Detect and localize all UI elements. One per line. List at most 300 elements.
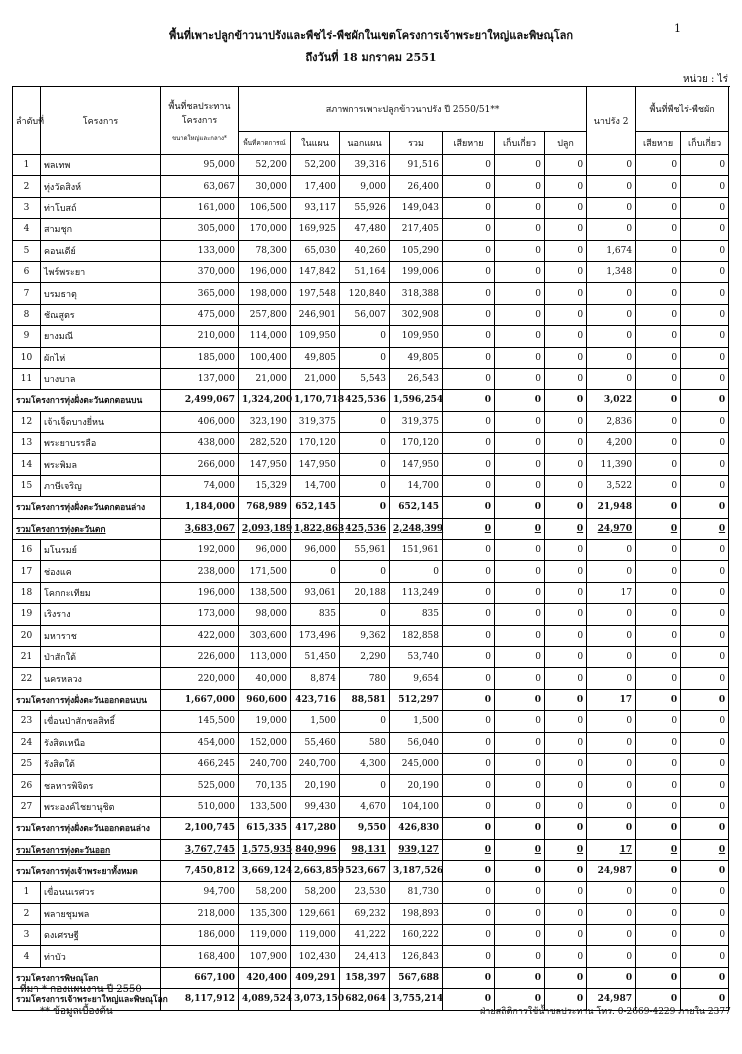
- cell-value: 98,131: [340, 839, 390, 860]
- cell-value: 0: [495, 903, 545, 924]
- cell-value: 0: [681, 176, 729, 197]
- project-name: ทุ่งวัดสิงห์: [41, 176, 161, 197]
- project-name: โคกกะเทียม: [41, 582, 161, 603]
- cell-value: 98,000: [239, 604, 291, 625]
- table-body: [13, 155, 729, 1011]
- cell-value: 417,280: [291, 818, 340, 839]
- cell-value: 0: [587, 775, 636, 796]
- cell-value: 0: [545, 839, 587, 860]
- cell-value: 4,300: [340, 753, 390, 774]
- cell-value: 93,061: [291, 582, 340, 603]
- cell-value: 1,667,000: [161, 689, 239, 710]
- cell-value: 682,064: [340, 989, 390, 1010]
- summary-label: รวมโครงการทุ่งตะวันออก: [13, 839, 161, 860]
- header-in-plan: ในแผน: [291, 132, 340, 155]
- cell-value: 17: [587, 582, 636, 603]
- cell-value: 0: [545, 882, 587, 903]
- cell-value: 0: [587, 796, 636, 817]
- cell-value: 420,400: [239, 967, 291, 988]
- cell-value: 2,836: [587, 411, 636, 432]
- cell-value: 425,536: [340, 390, 390, 411]
- cell-value: 0: [636, 796, 681, 817]
- cell-value: 0: [587, 197, 636, 218]
- row-number: 22: [13, 668, 41, 689]
- header-target: พื้นที่คาดการณ์: [239, 132, 291, 155]
- cell-value: 147,950: [239, 454, 291, 475]
- cell-value: 0: [681, 219, 729, 240]
- cell-value: 53,740: [390, 646, 443, 667]
- cell-value: 580: [340, 732, 390, 753]
- cell-value: 0: [443, 625, 495, 646]
- header-total: รวม: [390, 132, 443, 155]
- cell-value: 1,348: [587, 261, 636, 282]
- cell-value: 24,970: [587, 518, 636, 539]
- cell-value: 138,500: [239, 582, 291, 603]
- summary-label: รวมโครงการพิษณุโลก: [13, 967, 161, 988]
- cell-value: 56,007: [340, 304, 390, 325]
- cell-value: 170,120: [291, 433, 340, 454]
- cell-value: 0: [545, 326, 587, 347]
- cell-value: 0: [545, 796, 587, 817]
- project-name: บรมธาตุ: [41, 283, 161, 304]
- cell-value: 133,000: [161, 240, 239, 261]
- cell-value: 95,000: [161, 155, 239, 176]
- cell-value: 3,755,214: [390, 989, 443, 1010]
- cell-value: 0: [587, 304, 636, 325]
- cell-value: 113,249: [390, 582, 443, 603]
- row-number: 27: [13, 796, 41, 817]
- cell-value: 0: [681, 475, 729, 496]
- header-planted: ปลูก: [545, 132, 587, 155]
- cell-value: 0: [443, 240, 495, 261]
- cell-value: 0: [545, 818, 587, 839]
- cell-value: 0: [587, 818, 636, 839]
- row-number: 24: [13, 732, 41, 753]
- project-name: นครหลวง: [41, 668, 161, 689]
- cell-value: 0: [545, 176, 587, 197]
- row-number: 5: [13, 240, 41, 261]
- cell-value: 0: [495, 882, 545, 903]
- cell-value: 0: [443, 711, 495, 732]
- cell-value: 1,596,254: [390, 390, 443, 411]
- cell-value: 0: [587, 219, 636, 240]
- cell-value: 24,987: [587, 860, 636, 881]
- cell-value: 0: [636, 689, 681, 710]
- cell-value: 196,000: [239, 261, 291, 282]
- cell-value: 0: [443, 753, 495, 774]
- cell-value: 0: [545, 197, 587, 218]
- cell-value: 0: [681, 304, 729, 325]
- cell-value: 47,480: [340, 219, 390, 240]
- cell-value: 0: [443, 946, 495, 967]
- cell-value: 0: [636, 818, 681, 839]
- row-number: 4: [13, 946, 41, 967]
- cell-value: 282,520: [239, 433, 291, 454]
- cell-value: 0: [443, 347, 495, 368]
- cell-value: 0: [681, 646, 729, 667]
- cell-value: 0: [443, 497, 495, 518]
- table-row: [13, 219, 729, 240]
- cell-value: 185,000: [161, 347, 239, 368]
- cell-value: 55,961: [340, 540, 390, 561]
- cell-value: 91,516: [390, 155, 443, 176]
- cell-value: 0: [443, 219, 495, 240]
- cell-value: 0: [636, 668, 681, 689]
- cell-value: 0: [545, 304, 587, 325]
- document-title: พื้นที่เพาะปลูกข้าวนาปรังและพืชไร่-พืชผักในเขตโครงการเจ้าพระยาใหญ่และพิษณุโลก: [168, 29, 574, 42]
- cell-value: 24,413: [340, 946, 390, 967]
- cell-value: 0: [443, 967, 495, 988]
- cell-value: 226,000: [161, 646, 239, 667]
- cell-value: 0: [636, 176, 681, 197]
- cell-value: 1,184,000: [161, 497, 239, 518]
- cell-value: 100,400: [239, 347, 291, 368]
- cell-value: 0: [545, 860, 587, 881]
- cell-value: 0: [443, 261, 495, 282]
- cell-value: 0: [291, 561, 340, 582]
- cell-value: 147,950: [291, 454, 340, 475]
- cell-value: 41,222: [340, 925, 390, 946]
- summary-label: รวมโครงการทุ่งเจ้าพระยาทั้งหมด: [13, 860, 161, 881]
- cell-value: 0: [443, 604, 495, 625]
- cell-value: 0: [681, 689, 729, 710]
- cell-value: 0: [495, 261, 545, 282]
- header-project: โครงการ: [41, 87, 161, 155]
- cell-value: 135,300: [239, 903, 291, 924]
- project-name: พลายชุมพล: [41, 903, 161, 924]
- cell-value: 425,536: [340, 518, 390, 539]
- cell-value: 0: [681, 283, 729, 304]
- row-number: 6: [13, 261, 41, 282]
- cell-value: 0: [545, 283, 587, 304]
- cell-value: 113,000: [239, 646, 291, 667]
- summary-row: [13, 860, 729, 881]
- table-row: [13, 711, 729, 732]
- footer-note: ** ข้อมูลเบื้องต้น: [40, 1006, 113, 1017]
- summary-label: รวมโครงการทุ่งฝั่งตะวันตกตอนบน: [13, 390, 161, 411]
- summary-row: [13, 818, 729, 839]
- row-number: 2: [13, 176, 41, 197]
- summary-row: [13, 390, 729, 411]
- cell-value: 0: [340, 326, 390, 347]
- table-row: [13, 946, 729, 967]
- cell-value: 119,000: [239, 925, 291, 946]
- cell-value: 147,950: [390, 454, 443, 475]
- cell-value: 107,900: [239, 946, 291, 967]
- cell-value: 114,000: [239, 326, 291, 347]
- cell-value: 8,874: [291, 668, 340, 689]
- cell-value: 0: [443, 668, 495, 689]
- cell-value: 0: [495, 732, 545, 753]
- cell-value: 652,145: [291, 497, 340, 518]
- project-name: สามชุก: [41, 219, 161, 240]
- cell-value: 0: [443, 989, 495, 1010]
- row-number: 25: [13, 753, 41, 774]
- project-name: ท่าโบสถ์: [41, 197, 161, 218]
- cell-value: 120,840: [340, 283, 390, 304]
- cell-value: 49,805: [291, 347, 340, 368]
- cell-value: 173,496: [291, 625, 340, 646]
- table-row: [13, 540, 729, 561]
- cell-value: 0: [495, 668, 545, 689]
- cell-value: 510,000: [161, 796, 239, 817]
- cell-value: 0: [636, 753, 681, 774]
- cell-value: 173,000: [161, 604, 239, 625]
- cell-value: 0: [443, 155, 495, 176]
- row-number: 11: [13, 368, 41, 389]
- cell-value: 78,300: [239, 240, 291, 261]
- cell-value: 406,000: [161, 411, 239, 432]
- cell-value: 51,164: [340, 261, 390, 282]
- table-row: [13, 646, 729, 667]
- cell-value: 0: [443, 925, 495, 946]
- cell-value: 2,499,067: [161, 390, 239, 411]
- cell-value: 523,667: [340, 860, 390, 881]
- cell-value: 0: [681, 668, 729, 689]
- cell-value: 0: [681, 625, 729, 646]
- cell-value: 305,000: [161, 219, 239, 240]
- cell-value: 0: [587, 903, 636, 924]
- cell-value: 106,500: [239, 197, 291, 218]
- row-number: 21: [13, 646, 41, 667]
- table-row: [13, 155, 729, 176]
- project-name: พลเทพ: [41, 155, 161, 176]
- project-name: ไพร์พระยา: [41, 261, 161, 282]
- cell-value: 199,006: [390, 261, 443, 282]
- cell-value: 0: [681, 967, 729, 988]
- cell-value: 88,581: [340, 689, 390, 710]
- table-row: [13, 326, 729, 347]
- table-row: [13, 261, 729, 282]
- cell-value: 0: [545, 155, 587, 176]
- cell-value: 217,405: [390, 219, 443, 240]
- project-name: พระองค์ไชยานุชิต: [41, 796, 161, 817]
- row-number: 18: [13, 582, 41, 603]
- cell-value: 0: [495, 475, 545, 496]
- cell-value: 0: [545, 668, 587, 689]
- cell-value: 302,908: [390, 304, 443, 325]
- summary-label: รวมโครงการเจ้าพระยาใหญ่และพิษณุโลก: [13, 989, 161, 1010]
- cell-value: 0: [495, 155, 545, 176]
- cell-value: 0: [681, 390, 729, 411]
- table-row: [13, 240, 729, 261]
- cell-value: 9,550: [340, 818, 390, 839]
- cell-value: 319,375: [291, 411, 340, 432]
- cell-value: 129,661: [291, 903, 340, 924]
- cell-value: 0: [545, 433, 587, 454]
- cell-value: 198,000: [239, 283, 291, 304]
- cell-value: 0: [443, 304, 495, 325]
- cell-value: 0: [443, 882, 495, 903]
- table-row: [13, 433, 729, 454]
- table-row: [13, 304, 729, 325]
- cell-value: 1,822,863: [291, 518, 340, 539]
- cell-value: 0: [545, 582, 587, 603]
- cell-value: 0: [495, 839, 545, 860]
- row-number: 7: [13, 283, 41, 304]
- cell-value: 0: [495, 454, 545, 475]
- cell-value: 81,730: [390, 882, 443, 903]
- cell-value: 0: [340, 411, 390, 432]
- cell-value: 7,450,812: [161, 860, 239, 881]
- cell-value: 0: [495, 219, 545, 240]
- cell-value: 0: [681, 775, 729, 796]
- cell-value: 19,000: [239, 711, 291, 732]
- cell-value: 0: [587, 925, 636, 946]
- cell-value: 0: [681, 796, 729, 817]
- summary-row: [13, 839, 729, 860]
- row-number: 17: [13, 561, 41, 582]
- cell-value: 0: [443, 197, 495, 218]
- header-irrigated-area-note: ขนาดใหญ่และกลาง*: [172, 134, 227, 142]
- cell-value: 9,000: [340, 176, 390, 197]
- cell-value: 245,000: [390, 753, 443, 774]
- cell-value: 0: [545, 967, 587, 988]
- cell-value: 438,000: [161, 433, 239, 454]
- cell-value: 0: [495, 347, 545, 368]
- cell-value: 0: [681, 582, 729, 603]
- cell-value: 0: [443, 518, 495, 539]
- cell-value: 0: [681, 860, 729, 881]
- table-row: [13, 903, 729, 924]
- cell-value: 105,290: [390, 240, 443, 261]
- cell-value: 109,950: [291, 326, 340, 347]
- cell-value: 0: [681, 561, 729, 582]
- row-number: 23: [13, 711, 41, 732]
- cell-value: 0: [636, 475, 681, 496]
- cell-value: 0: [636, 732, 681, 753]
- cell-value: 0: [636, 155, 681, 176]
- cell-value: 0: [443, 326, 495, 347]
- row-number: 20: [13, 625, 41, 646]
- cell-value: 0: [681, 711, 729, 732]
- header-second-rice: นาปรัง 2: [587, 87, 636, 155]
- project-name: เจ้าเจ็ดบางยี่หน: [41, 411, 161, 432]
- cell-value: 0: [636, 240, 681, 261]
- cell-value: 0: [340, 711, 390, 732]
- cell-value: 0: [545, 240, 587, 261]
- row-number: 15: [13, 475, 41, 496]
- table-row: [13, 561, 729, 582]
- cell-value: 0: [545, 475, 587, 496]
- cell-value: 0: [443, 561, 495, 582]
- cell-value: 104,100: [390, 796, 443, 817]
- cell-value: 56,040: [390, 732, 443, 753]
- cell-value: 169,925: [291, 219, 340, 240]
- cell-value: 0: [495, 326, 545, 347]
- cell-value: 0: [495, 304, 545, 325]
- cell-value: 218,000: [161, 903, 239, 924]
- cell-value: 0: [545, 604, 587, 625]
- cell-value: 168,400: [161, 946, 239, 967]
- header-harvested: เก็บเกี่ยว: [495, 132, 545, 155]
- cell-value: 3,683,067: [161, 518, 239, 539]
- cell-value: 49,805: [390, 347, 443, 368]
- cell-value: 55,460: [291, 732, 340, 753]
- cell-value: 0: [443, 283, 495, 304]
- cell-value: 454,000: [161, 732, 239, 753]
- cell-value: 0: [495, 497, 545, 518]
- table-row: [13, 283, 729, 304]
- cell-value: 93,117: [291, 197, 340, 218]
- cell-value: 0: [443, 775, 495, 796]
- cell-value: 0: [545, 775, 587, 796]
- cell-value: 475,000: [161, 304, 239, 325]
- cell-value: 266,000: [161, 454, 239, 475]
- cell-value: 0: [495, 796, 545, 817]
- cell-value: 0: [636, 347, 681, 368]
- table-row: [13, 732, 729, 753]
- cell-value: 0: [587, 155, 636, 176]
- cell-value: 303,600: [239, 625, 291, 646]
- project-name: ชัณสูตร: [41, 304, 161, 325]
- summary-row: [13, 689, 729, 710]
- row-number: 16: [13, 540, 41, 561]
- cell-value: 23,530: [340, 882, 390, 903]
- summary-label: รวมโครงการทุ่งฝั่งตะวันตกตอนล่าง: [13, 497, 161, 518]
- cell-value: 26,400: [390, 176, 443, 197]
- cell-value: 161,000: [161, 197, 239, 218]
- project-name: ดงเศรษฐี: [41, 925, 161, 946]
- cell-value: 14,700: [291, 475, 340, 496]
- cell-value: 0: [390, 561, 443, 582]
- cell-value: 0: [681, 197, 729, 218]
- cell-value: 220,000: [161, 668, 239, 689]
- cell-value: 0: [587, 732, 636, 753]
- header-irrigated-area: [161, 87, 239, 155]
- cell-value: 0: [495, 860, 545, 881]
- cell-value: 0: [681, 925, 729, 946]
- cell-value: 69,232: [340, 903, 390, 924]
- cultivation-table: [12, 86, 729, 1011]
- table-row: [13, 775, 729, 796]
- cell-value: 40,260: [340, 240, 390, 261]
- page-number: 1: [674, 22, 681, 35]
- cell-value: 0: [545, 261, 587, 282]
- cell-value: 0: [587, 882, 636, 903]
- cell-value: 0: [681, 347, 729, 368]
- cell-value: 96,000: [291, 540, 340, 561]
- cell-value: 40,000: [239, 668, 291, 689]
- cell-value: 58,200: [239, 882, 291, 903]
- cell-value: 0: [495, 925, 545, 946]
- cell-value: 0: [495, 753, 545, 774]
- cell-value: 0: [636, 261, 681, 282]
- cell-value: 21,000: [239, 368, 291, 389]
- cell-value: 0: [443, 646, 495, 667]
- cell-value: 0: [443, 540, 495, 561]
- cell-value: 0: [340, 561, 390, 582]
- cell-value: 0: [636, 219, 681, 240]
- cell-value: 0: [545, 711, 587, 732]
- cell-value: 1,170,718: [291, 390, 340, 411]
- cell-value: 240,700: [291, 753, 340, 774]
- cell-value: 58,200: [291, 882, 340, 903]
- table-row: [13, 347, 729, 368]
- cell-value: 0: [681, 732, 729, 753]
- cell-value: 171,500: [239, 561, 291, 582]
- cell-value: 525,000: [161, 775, 239, 796]
- row-number: 1: [13, 155, 41, 176]
- cell-value: 257,800: [239, 304, 291, 325]
- cell-value: 152,000: [239, 732, 291, 753]
- cell-value: 0: [636, 967, 681, 988]
- row-number: 8: [13, 304, 41, 325]
- cell-value: 0: [545, 390, 587, 411]
- cell-value: 0: [681, 540, 729, 561]
- cell-value: 0: [636, 925, 681, 946]
- cell-value: 0: [636, 326, 681, 347]
